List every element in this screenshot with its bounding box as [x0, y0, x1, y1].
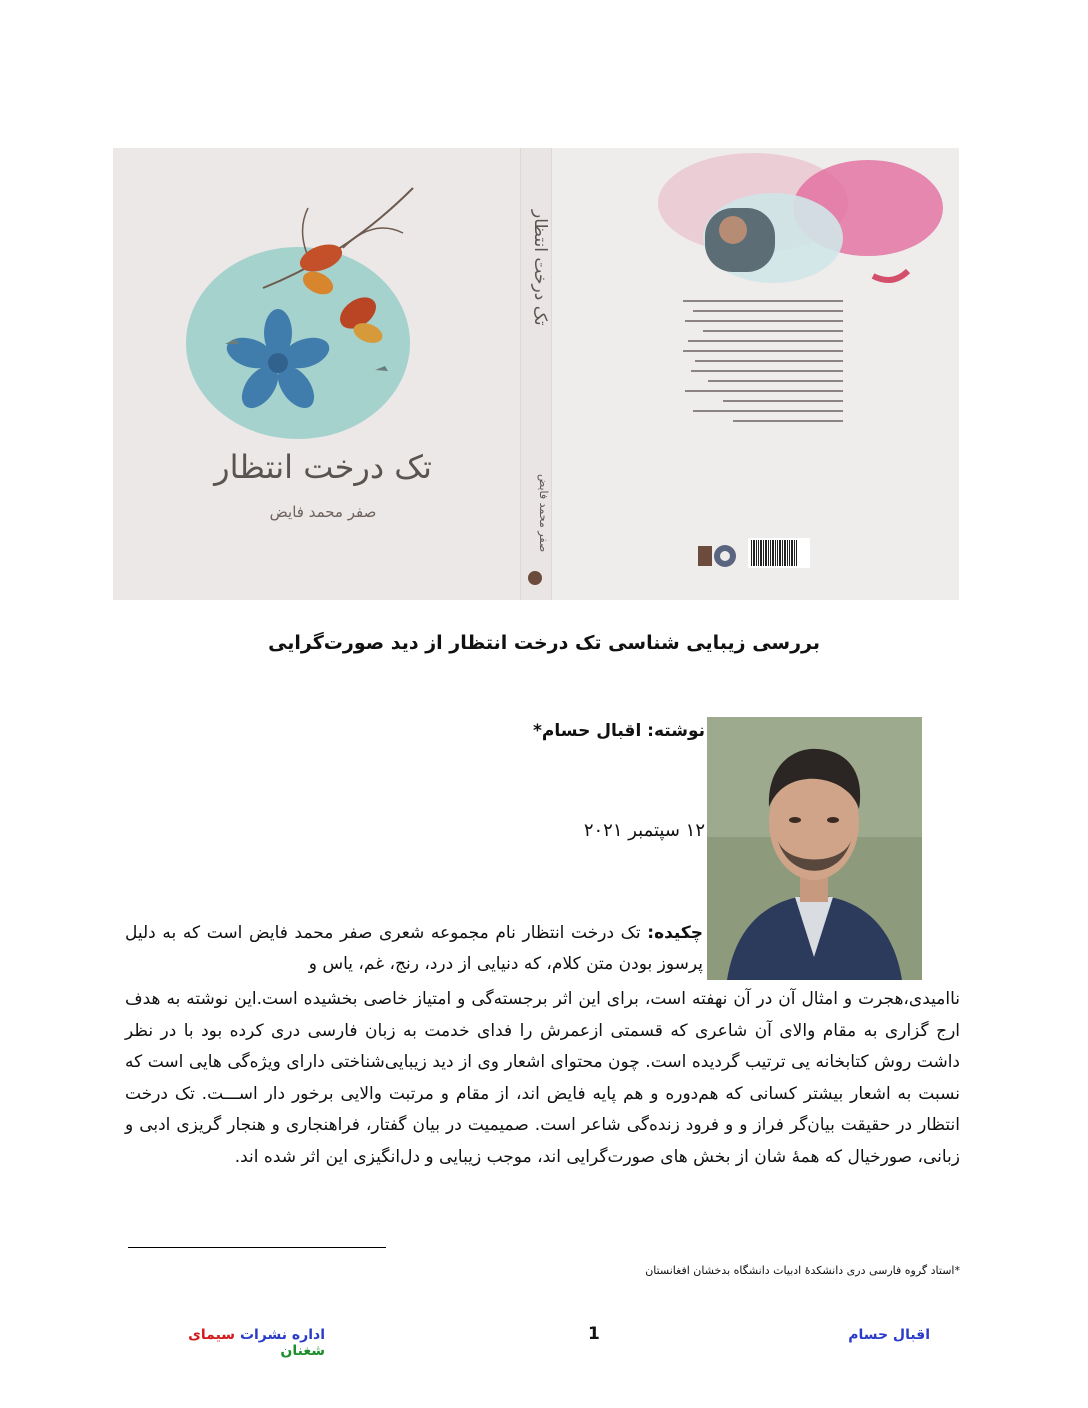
abstract-body: ناامیدی،هجرت و امثال آن در آن نهفته است، برای این اثر برجسته‌گی و امتیاز خاصی بخشیده است.این نوشته به هدف ارج گزاری به مقام والای آن شاعری که قسمتی ازعمرش را فدای خدمت به زبان فارسی دری کرده بود با در نظر داشت روش کتابخانه یی ترتیب گردیده است. چون محتوای اشعار وی از دید زیبایی‌شناختی دارای ویژه‌گی هایی است که نسبت به اشعار بیشتر کسانی که هم‌دوره و هم پایه فایض اند، از مقام و مرتبت والایی برخور دار اســـت. تک درخت انتظار در حقیقت بیان‌گر فراز و و فرود زنده‌گی شاعر است. صمیمیت در بیان گفتار، فراهنجاری و هنجار گریزی ادبی و زبانی، صورخیال که همهٔ شان از بخش های صورت‌گرایی اند، موجب زیبایی و دل‌انگیزی این اثر شده اند. [125, 989, 960, 1167]
publisher-part2: سیمای [188, 1327, 236, 1343]
footnote-rule [128, 1247, 386, 1248]
barcode [748, 538, 810, 568]
cover-author: صفر محمد فایض [269, 503, 377, 521]
back-cover-blurb [678, 300, 843, 430]
book-cover-image [113, 148, 959, 600]
publication-date: ۱۲ سپتمبر ۲۰۲۱ [583, 820, 705, 841]
cover-title: تک درخت انتظار [214, 448, 432, 486]
article-title: بررسی زیبایی شناسی تک درخت انتظار از دید صورت‌گرایی [268, 632, 820, 654]
spine-title: تک درخت انتظار [530, 210, 550, 326]
spine-author: صفر محمد فایض [537, 473, 550, 553]
byline: نوشته: اقبال حسام* [533, 721, 705, 741]
publisher-part1: اداره نشرات [239, 1327, 325, 1343]
abstract-intro [125, 918, 703, 980]
footnote: *استاد گروه فارسی دری دانشکدۀ ادبیات دانشگاه بدخشان افغانستان [645, 1264, 960, 1277]
author-photo [707, 717, 922, 980]
footer-publisher [150, 1327, 325, 1359]
abstract-intro-text: تک درخت انتظار نام مجموعه شعری صفر محمد فایض است که به دلیل پرسوز بودن متن کلام، که دنیایی از درد، رنج، غم، یاس و [125, 923, 703, 974]
publisher-part3: شغنان [280, 1343, 325, 1359]
page-number: 1 [588, 1324, 600, 1344]
abstract-label: چکیده: [647, 923, 703, 943]
footer-author: اقبال حسام [848, 1327, 930, 1343]
